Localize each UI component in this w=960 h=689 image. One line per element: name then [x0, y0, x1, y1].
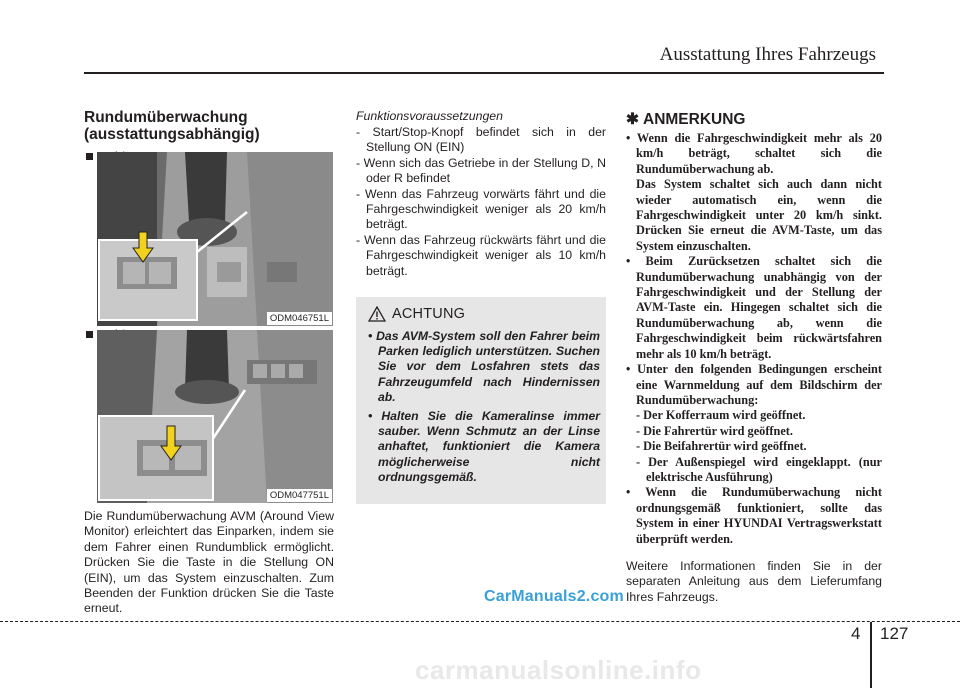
square-bullet-icon: [86, 331, 93, 338]
sub-item: - Die Fahrertür wird geöffnet.: [636, 423, 793, 438]
list-item: • Das AVM-System soll den Fahrer beim Parken lediglich unterstützen. Suchen Sie vor dem Losfahren stets das Fahrzeugumfeld nach Hindernissen ab.: [368, 329, 600, 404]
page-number: 127: [880, 624, 909, 643]
footer-rule: [0, 621, 960, 622]
list-item: - Start/Stop-Knopf befindet sich in der Stellung ON (EIN): [356, 125, 606, 155]
conditions-list: [356, 125, 606, 279]
image-code-b: ODM047751L: [267, 489, 332, 502]
watermark-link[interactable]: CarManuals2.com: [484, 588, 624, 605]
caution-box: [356, 297, 606, 504]
list-item: - Wenn das Fahrzeug rückwärts fährt und die Fahrgeschwindigkeit weniger als 10 km/h beträgt.: [356, 232, 606, 278]
sub-item: - Die Beifahrertür wird geöffnet.: [636, 439, 807, 454]
column-3: [626, 110, 882, 605]
column-1: [84, 109, 334, 143]
list-item: • Wenn die Rundumüberwachung nicht ordnungsgemäß funktioniert, sollte das System in einer HYUNDAI Vertragswerkstatt überprüft werden.: [626, 485, 882, 546]
square-bullet-icon: [86, 153, 93, 160]
warning-triangle-icon: [368, 306, 386, 322]
caution-header: [368, 306, 465, 322]
list-item: • Beim Zurücksetzen schaltet sich die Rundumüberwachung unabhängig von der Fahrgeschwindigkeit und der Stellung der AVM-Taste ein. Hingegen schaltet sich die Rundumüberwachung ab, wenn die Fahrgeschwindigkeit beim rückwärtsfahren mehr als 10 km/h beträgt.: [626, 254, 882, 361]
image-code-a: ODM046751L: [267, 312, 332, 325]
chapter-title: Ausstattung Ihres Fahrzeugs: [659, 44, 876, 65]
photo-variant-b: [97, 330, 333, 503]
list-item: - Wenn das Fahrzeug vorwärts fährt und die Fahrgeschwindigkeit weniger als 20 km/h beträgt.: [356, 186, 606, 232]
photo-variant-a: [97, 152, 333, 326]
avm-description: Die Rundumüberwachung AVM (Around View Monitor) erleichtert das Einparken, indem sie dem Fahrer einen Rundumblick ermöglicht. Drücken Sie die Taste in die Stellung ON (EIN), um das System einzuschalten. Zum Beenden der Funktion drücken Sie die Taste erneut.: [84, 509, 334, 616]
header-rule: [84, 72, 884, 74]
list-item: - Wenn sich das Getriebe in der Stellung D, N oder R befindet: [356, 155, 606, 186]
section-title: Rundumüberwachung (ausstattungsabhängig): [84, 109, 260, 143]
console-photo-a: [97, 152, 333, 326]
watermark-footer: carmanualsonline.info: [415, 655, 702, 685]
sub-item: - Der Außenspiegel wird eingeklappt. (nur elektrische Ausführung): [636, 454, 882, 484]
note-header: [626, 110, 882, 129]
list-item: • Unter den folgenden Bedingungen erscheint eine Warnmeldung auf dem Bildschirm der Rundumüberwachung: - Der Kofferraum wird geöffnet. - Die Fahrertür wird geöffnet. - Die Beifahrertür wird geöffnet. - Der Außenspiegel wird eingeklappt. (nur elektrische Ausführung): [626, 362, 882, 484]
list-item: • Wenn die Fahrgeschwindigkeit mehr als 20 km/h beträgt, schaltet sich die Rundumüberwachung ab. Das System schaltet sich auch dann nicht wieder automatisch ein, wenn die Fahrgeschwindigkeit unter 20 km/h sinkt. Drücken Sie erneut die AVM-Taste, um das System einzuschalten.: [626, 131, 882, 253]
caution-list: [368, 329, 600, 489]
sub-item: - Der Kofferraum wird geöffnet.: [636, 408, 806, 423]
caution-title: ACHTUNG: [392, 306, 466, 322]
section-number: 4: [851, 624, 861, 643]
list-item: • Halten Sie die Kameralinse immer sauber. Wenn Schmutz an der Linse anhaftet, funktioniert die Kamera möglicherweise nicht ordnungsgemäß.: [368, 409, 600, 484]
console-photo-b: [97, 330, 333, 503]
note-star-icon: ✱: [626, 111, 639, 128]
more-info: Weitere Informationen finden Sie in der separaten Anleitung aus dem Lieferumfang Ihres Fahrzeugs.: [626, 558, 882, 604]
page-separator: [870, 622, 872, 688]
column-2: [356, 109, 606, 279]
conditions-title: Funktionsvoraussetzungen: [356, 109, 503, 123]
note-list: [626, 131, 882, 547]
note-title: ANMERKUNG: [643, 110, 746, 128]
